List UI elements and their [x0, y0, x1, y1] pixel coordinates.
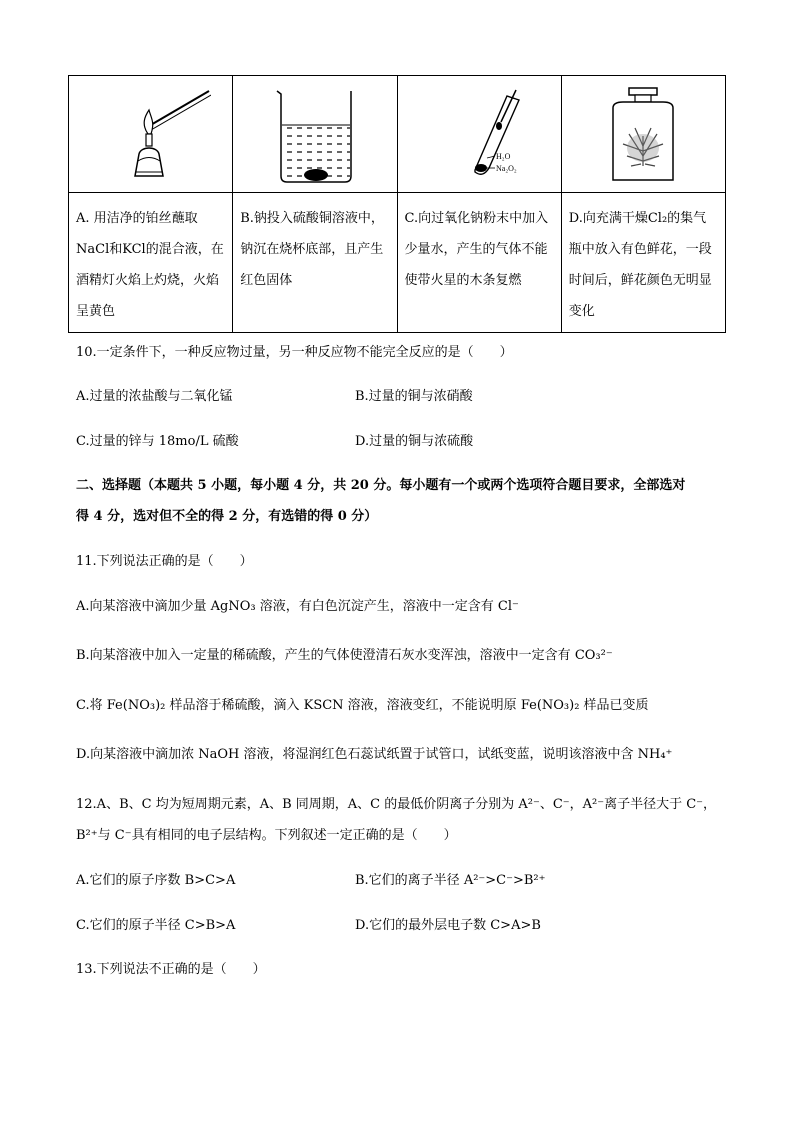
q11-option-c: C.将 Fe(NO₃)₂ 样品溶于稀硫酸，滴入 KSCN 溶液，溶液变红，不能说明原 Fe(NO₃)₂ 样品已变质: [76, 698, 649, 713]
cell-image-a: [69, 76, 233, 193]
option-b-text: B.钠投入硫酸铜溶液中，钠沉在烧杯底部，且产生红色固体: [233, 193, 397, 333]
option-c-text: C.向过氧化钠粉末中加入少量水，产生的气体不能使带火星的木条复燃: [397, 193, 561, 333]
q11-option-d: D.向某溶液中滴加浓 NaOH 溶液，将湿润红色石蕊试纸置于试管口，试纸变蓝，说明该溶液中含 NH₄⁺: [76, 747, 673, 762]
q10-option-b: B.过量的铜与浓硝酸: [355, 389, 473, 404]
cell-image-c: [397, 76, 561, 193]
q12-option-d: D.它们的最外层电子数 C>A>B: [355, 918, 541, 933]
q12-option-a: A.它们的原子序数 B>C>A: [76, 873, 236, 888]
q12-stem-cont: B²⁺与 C⁻具有相同的电子层结构。下列叙述一定正确的是（ ）: [76, 828, 457, 843]
gas-jar-flower-icon: [593, 76, 693, 190]
option-a-text: A. 用洁净的铂丝蘸取NaCl和KCl的混合液，在酒精灯火焰上灼烧，火焰呈黄色: [69, 193, 233, 333]
h2o-label: H₂O: [496, 152, 511, 161]
test-tube-water-icon: [419, 76, 539, 190]
q13-stem: 13.下列说法不正确的是（ ）: [76, 962, 266, 977]
q10-stem: 10.一定条件下，一种反应物过量，另一种反应物不能完全反应的是（ ）: [76, 345, 513, 360]
alcohol-lamp-flame-test-icon: [91, 76, 211, 190]
beaker-solution-icon: [265, 76, 365, 190]
q12-option-b: B.它们的离子半径 A²⁻>C⁻>B²⁺: [355, 873, 546, 888]
q12-stem: 12.A、B、C 均为短周期元素，A、B 同周期，A、C 的最低价阴离子分别为 A²⁻、C⁻，A²⁻离子半径大于 C⁻，: [76, 797, 717, 812]
q11-option-b: B.向某溶液中加入一定量的稀硫酸，产生的气体使澄清石灰水变浑浊，溶液中一定含有 CO₃²⁻: [76, 648, 613, 663]
q12-option-c: C.它们的原子半径 C>B>A: [76, 918, 236, 933]
cell-image-b: [233, 76, 397, 193]
q11-stem: 11.下列说法正确的是（ ）: [76, 554, 253, 569]
q10-option-a: A.过量的浓盐酸与二氧化锰: [76, 389, 233, 404]
q11-option-a: A.向某溶液中滴加少量 AgNO₃ 溶液，有白色沉淀产生，溶液中一定含有 Cl⁻: [76, 599, 519, 614]
experiment-table: [68, 75, 726, 333]
section2-heading-cont: 得 4 分，选对但不全的得 2 分，有选错的得 0 分）: [76, 509, 378, 524]
q10-option-d: D.过量的铜与浓硫酸: [355, 434, 474, 449]
cell-image-d: [561, 76, 725, 193]
option-d-text: D.向充满干燥Cl₂的集气瓶中放入有色鲜花，一段时间后，鲜花颜色无明显变化: [561, 193, 725, 333]
na2o2-label: Na₂O₂: [496, 164, 517, 173]
q10-option-c: C.过量的锌与 18mo/L 硫酸: [76, 434, 239, 449]
section2-heading: 二、选择题（本题共 5 小题，每小题 4 分，共 20 分。每小题有一个或两个选项符合题目要求，全部选对: [76, 478, 686, 493]
